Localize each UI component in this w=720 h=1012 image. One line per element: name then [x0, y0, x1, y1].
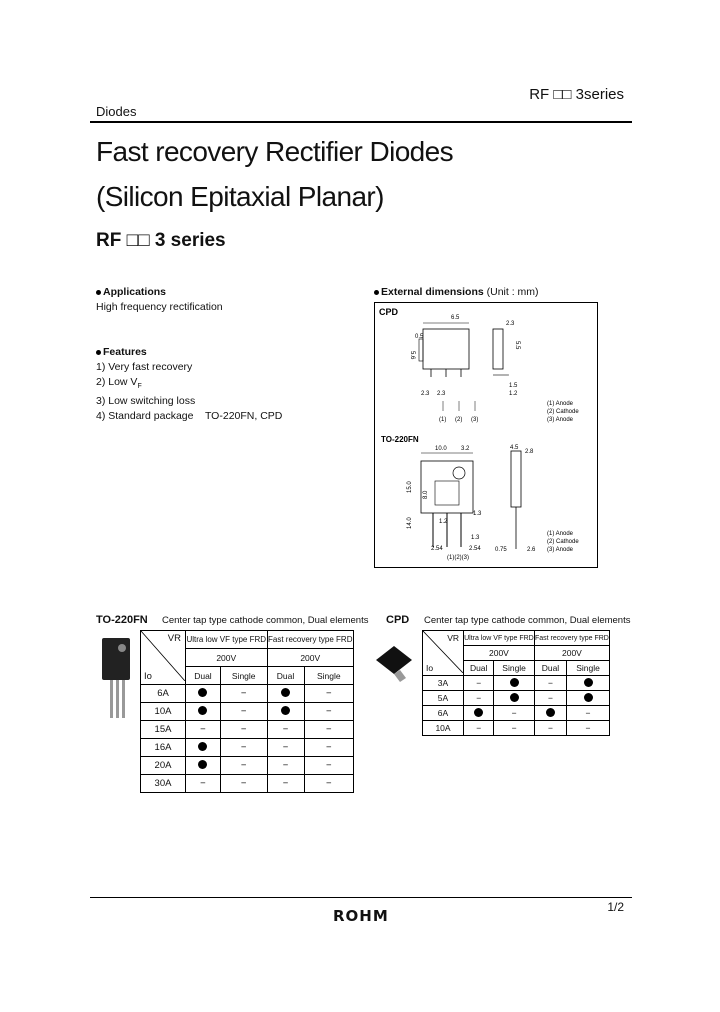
unavailable-cell: −: [464, 691, 494, 706]
available-cell: [464, 706, 494, 721]
applications-heading: Applications: [96, 286, 166, 298]
corner-header-cell: VR Io: [141, 631, 186, 685]
available-cell: [186, 703, 221, 721]
unavailable-cell: −: [304, 721, 353, 739]
unavailable-cell: −: [186, 775, 221, 793]
features-heading: Features: [96, 346, 147, 358]
cpd-legend-item: (2) Cathode: [547, 409, 579, 415]
rohm-logo: ROHM: [333, 907, 389, 925]
table-row: [141, 721, 354, 739]
available-cell: [567, 676, 610, 691]
cpd-package-image: [372, 638, 416, 682]
to220-dim-label: 1.3: [473, 511, 482, 517]
bullet-icon: [96, 290, 101, 295]
io-cell: 30A: [141, 775, 186, 793]
available-dot-icon: [584, 678, 593, 687]
voltage-header: 200V: [464, 646, 535, 661]
io-cell: 20A: [141, 757, 186, 775]
table-row: [423, 721, 610, 736]
available-dot-icon: [198, 706, 207, 715]
cpd-dim-label: 2.3: [421, 391, 430, 397]
io-cell: 10A: [141, 703, 186, 721]
cpd-dim-label: 5.6: [409, 351, 415, 360]
unavailable-cell: −: [220, 757, 267, 775]
features-list: [96, 360, 282, 424]
to220-dim-label: 1.2: [439, 519, 448, 525]
col-header: Single: [220, 667, 267, 685]
feature-item: 3) Low switching loss: [96, 395, 196, 408]
to220-dim-label: 15.0: [407, 481, 413, 493]
cpd-dim-label: 6.5: [451, 315, 460, 321]
header-category: Diodes: [96, 104, 137, 119]
available-dot-icon: [510, 678, 519, 687]
title-line-1: Fast recovery Rectifier Diodes: [96, 136, 454, 167]
unavailable-cell: −: [267, 757, 304, 775]
unavailable-cell: −: [220, 721, 267, 739]
page-number: 1/2: [607, 900, 624, 914]
available-cell: [534, 706, 566, 721]
available-cell: [267, 703, 304, 721]
unavailable-cell: −: [304, 703, 353, 721]
available-dot-icon: [584, 693, 593, 702]
to220-dim-label: 2.6: [527, 547, 536, 553]
unavailable-cell: −: [304, 757, 353, 775]
table-row: [141, 775, 354, 793]
unavailable-cell: −: [267, 739, 304, 757]
available-cell: [494, 676, 534, 691]
table-row: [423, 691, 610, 706]
table-row: [141, 703, 354, 721]
to220-dim-label: 0.75: [495, 547, 507, 553]
to220-pin-label: (1)(2)(3): [447, 555, 469, 561]
io-cell: 6A: [141, 685, 186, 703]
cpd-dim-label: 1.5: [509, 383, 518, 389]
io-cell: 10A: [423, 721, 464, 736]
cpd-dim-label: 2.3: [437, 391, 446, 397]
to220-legend-item: (3) Anode: [547, 547, 574, 553]
to220-dim-label: 10.0: [435, 446, 447, 452]
voltage-header: 200V: [534, 646, 609, 661]
to220-label: TO-220FN: [381, 435, 419, 444]
unavailable-cell: −: [567, 706, 610, 721]
unavailable-cell: −: [220, 775, 267, 793]
bullet-icon: [374, 290, 379, 295]
applications-text: High frequency rectification: [96, 301, 223, 313]
to220-legend-item: (1) Anode: [547, 531, 574, 537]
dimension-drawings: [375, 303, 597, 567]
available-cell: [567, 691, 610, 706]
to220-dim-label: 1.3: [471, 535, 480, 541]
table-row: [141, 757, 354, 775]
to220-table-desc: Center tap type cathode common, Dual elements: [162, 615, 369, 626]
cpd-label: CPD: [379, 307, 399, 317]
available-cell: [186, 739, 221, 757]
cpd-pin-label: (3): [471, 417, 479, 423]
cpd-side-outline: [493, 329, 503, 369]
cpd-selection-table: [422, 630, 610, 736]
io-cell: 5A: [423, 691, 464, 706]
unavailable-cell: −: [304, 685, 353, 703]
available-dot-icon: [510, 693, 519, 702]
cpd-dim-label: 5.5: [514, 341, 520, 350]
to220-dim-label: 3.2: [461, 446, 470, 452]
to220-table-label: TO-220FN: [96, 614, 148, 626]
cpd-table-desc: Center tap type cathode common, Dual elements: [424, 615, 631, 626]
table-row: [423, 706, 610, 721]
available-dot-icon: [546, 708, 555, 717]
to220-body-icon: [102, 638, 130, 680]
unavailable-cell: −: [534, 721, 566, 736]
header-rule: [90, 121, 632, 123]
table-row: [423, 676, 610, 691]
to220-mount-hole: [453, 467, 465, 479]
to220-side-outline: [511, 451, 521, 507]
col-header: Dual: [186, 667, 221, 685]
unavailable-cell: −: [186, 721, 221, 739]
col-header: Single: [304, 667, 353, 685]
io-cell: 16A: [141, 739, 186, 757]
cpd-table-label: CPD: [386, 614, 410, 626]
unavailable-cell: −: [494, 706, 534, 721]
io-cell: 3A: [423, 676, 464, 691]
io-cell: 6A: [423, 706, 464, 721]
feature-item: 4) Standard package TO-220FN, CPD: [96, 410, 283, 423]
cpd-tab: [419, 339, 423, 361]
col-header: Dual: [534, 661, 566, 676]
group-header: Ultra low VF type FRD: [464, 631, 535, 646]
header-series-code: RF □□ 3series: [529, 86, 624, 103]
title-line-2: (Silicon Epitaxial Planar): [96, 181, 384, 212]
available-cell: [494, 691, 534, 706]
unavailable-cell: −: [267, 721, 304, 739]
to220-selection-table: [140, 630, 354, 793]
available-cell: [186, 757, 221, 775]
col-header: Dual: [267, 667, 304, 685]
cpd-legend-item: (1) Anode: [547, 401, 574, 407]
to220-inner-outline: [435, 481, 459, 505]
io-cell: 15A: [141, 721, 186, 739]
unavailable-cell: −: [464, 721, 494, 736]
bullet-icon: [96, 350, 101, 355]
table-row: [141, 685, 354, 703]
col-header: Single: [567, 661, 610, 676]
to220-package-image: [98, 636, 136, 722]
unavailable-cell: −: [534, 691, 566, 706]
voltage-header: 200V: [186, 649, 268, 667]
cpd-pin-label: (1): [439, 417, 447, 423]
cpd-dim-label: 0.5: [415, 334, 424, 340]
cpd-body-outline: [423, 329, 469, 369]
unavailable-cell: −: [567, 721, 610, 736]
unavailable-cell: −: [464, 676, 494, 691]
unavailable-cell: −: [494, 721, 534, 736]
cpd-dim-label: 2.3: [506, 321, 515, 327]
available-cell: [267, 685, 304, 703]
available-dot-icon: [198, 688, 207, 697]
group-header: Fast recovery type FRD: [267, 631, 354, 649]
corner-header-cell: VR Io: [423, 631, 464, 676]
dimensions-box: [374, 302, 598, 568]
to220-dim-label: 2.54: [431, 546, 443, 552]
feature-item: 2) Low $V_F$: [96, 376, 142, 391]
to220-dim-label: 2.54: [469, 546, 481, 552]
group-header: Fast recovery type FRD: [534, 631, 609, 646]
available-cell: [186, 685, 221, 703]
available-dot-icon: [281, 688, 290, 697]
col-header: Single: [494, 661, 534, 676]
feature-item: 1) Very fast recovery: [96, 361, 193, 373]
unavailable-cell: −: [267, 775, 304, 793]
unavailable-cell: −: [534, 676, 566, 691]
to220-dim-label: 2.8: [525, 449, 534, 455]
cpd-dim-label: 1.2: [509, 391, 518, 397]
unavailable-cell: −: [304, 739, 353, 757]
series-name: RF □□ 3 series: [96, 230, 226, 251]
col-header: Dual: [464, 661, 494, 676]
cpd-pin-label: (2): [455, 417, 463, 423]
unavailable-cell: −: [220, 685, 267, 703]
available-dot-icon: [198, 760, 207, 769]
cpd-body-icon: [376, 646, 412, 674]
available-dot-icon: [281, 706, 290, 715]
table-row: [141, 739, 354, 757]
cpd-legend-item: (3) Anode: [547, 417, 574, 423]
available-dot-icon: [474, 708, 483, 717]
to220-legend-item: (2) Cathode: [547, 539, 579, 545]
voltage-header: 200V: [267, 649, 354, 667]
unavailable-cell: −: [304, 775, 353, 793]
unavailable-cell: −: [220, 739, 267, 757]
footer-rule: [90, 897, 632, 898]
group-header: Ultra low VF type FRD: [186, 631, 268, 649]
available-dot-icon: [198, 742, 207, 751]
to220-dim-label: 14.0: [407, 517, 413, 529]
to220-dim-label: 4.5: [510, 445, 519, 451]
dimensions-heading: External dimensions (Unit : mm): [374, 286, 539, 298]
to220-dim-label: 8.0: [423, 490, 429, 499]
unavailable-cell: −: [220, 703, 267, 721]
